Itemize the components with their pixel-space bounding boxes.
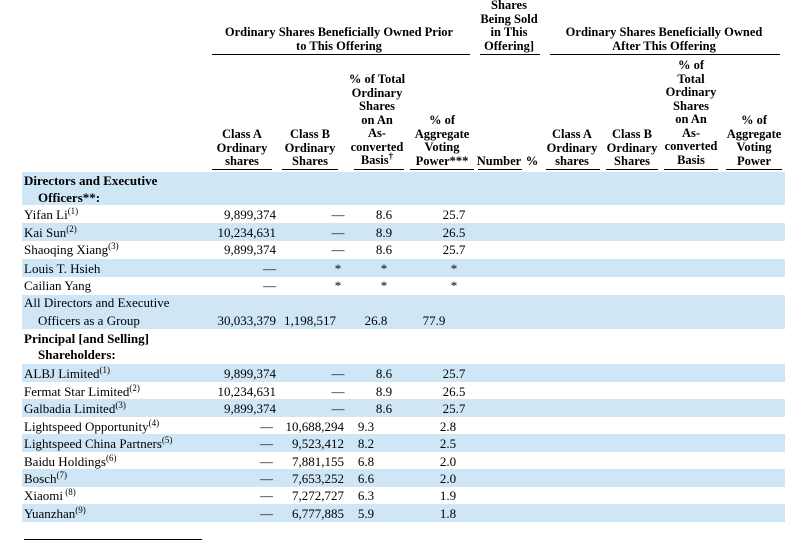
- rule: [664, 169, 718, 170]
- row-label: Bosch: [24, 471, 57, 486]
- col-pct-header: %: [525, 154, 539, 168]
- header-line: on An: [361, 112, 393, 127]
- col-number-header: Number: [476, 154, 522, 168]
- cell-pct-voting: 26.5: [442, 225, 466, 240]
- footnote-separator: [24, 539, 202, 540]
- row-label: Yifan Li: [24, 207, 68, 222]
- header-line: Ordinary: [284, 140, 336, 155]
- cell-pct-voting: 77.9: [422, 313, 446, 328]
- footnote-mark: (3): [108, 241, 119, 251]
- cell-pct-total: 9.3: [357, 419, 375, 434]
- after-pct-total-header: [658, 59, 724, 167]
- cell-class-a: —: [260, 436, 273, 451]
- header-line: Ordinary: [665, 85, 717, 99]
- cell-class-a: —: [263, 278, 276, 293]
- section-title-principal: Principal [and Selling]: [24, 331, 149, 346]
- header-line: Ordinary Shares Beneficially Owned: [565, 25, 763, 39]
- row-label: Lightspeed Opportunity: [24, 419, 149, 434]
- footnote-mark: (1): [67, 206, 79, 216]
- row-name: [24, 261, 100, 277]
- cell-pct-total: 6.8: [357, 454, 375, 469]
- cell-pct-voting: 26.5: [442, 384, 466, 399]
- header-line: Shares: [292, 154, 328, 168]
- section-title-directors-cont: Officers**:: [38, 190, 101, 205]
- cell-class-b: *: [334, 261, 342, 276]
- header-line: As-: [681, 125, 701, 140]
- section-title-principal-cont: Shareholders:: [38, 347, 116, 362]
- cell-pct-total: 5.9: [357, 506, 375, 521]
- row-label: ALBJ Limited: [24, 366, 100, 381]
- cell-class-a: —: [260, 506, 273, 521]
- header-line: Ordinary: [216, 140, 268, 155]
- cell-class-b: 7,653,252: [292, 471, 344, 486]
- rule: [410, 169, 474, 170]
- cell-pct-total: *: [380, 261, 388, 276]
- header-line: shares: [225, 154, 259, 168]
- header-line: Class B: [612, 127, 652, 141]
- cell-class-b: *: [334, 278, 342, 293]
- header-line: % of Total: [348, 72, 406, 86]
- cell-class-b: 7,272,727: [292, 488, 344, 503]
- col-pct-total-header: [340, 73, 414, 168]
- cell-pct-voting: 25.7: [442, 207, 466, 222]
- cell-class-b: —: [331, 207, 345, 222]
- cell-class-a: —: [263, 261, 276, 276]
- header-line: Shares: [614, 154, 650, 168]
- cell-pct-voting: 25.7: [442, 242, 466, 257]
- row-label: Xiaomi: [24, 488, 63, 503]
- cell-pct-voting: *: [450, 261, 458, 276]
- header-line: Voting: [736, 140, 772, 154]
- cell-class-a: —: [260, 454, 273, 469]
- row-name: [24, 384, 140, 400]
- cell-pct-total: 8.6: [375, 366, 393, 381]
- row-name: [24, 454, 116, 470]
- cell-class-a: —: [260, 488, 273, 503]
- after-class-b-header: [602, 128, 662, 169]
- row-label: Shaoqing Xiang: [24, 242, 109, 257]
- footnote-mark: (1): [99, 365, 110, 375]
- cell-pct-total: 8.2: [357, 436, 375, 451]
- cell-pct-total: 8.9: [375, 225, 393, 240]
- header-group-prior-line: Ordinary Shares Beneficially Owned Prior: [224, 25, 454, 39]
- header-group-prior-line: to This Offering: [296, 38, 382, 53]
- cell-class-b: —: [331, 242, 345, 257]
- cell-pct-total: *: [380, 278, 388, 293]
- group-label-cont: Officers as a Group: [38, 313, 140, 328]
- header-line: on An: [675, 112, 707, 126]
- row-name: [24, 366, 110, 382]
- row-label: Fermat Star Limited: [24, 384, 130, 399]
- header-line: Class A: [222, 127, 262, 141]
- cell-pct-voting: *: [450, 278, 458, 293]
- row-name: [24, 471, 67, 487]
- row-name: [24, 488, 76, 504]
- rule: [354, 169, 404, 170]
- footnote-mark: (4): [148, 418, 160, 428]
- header-line: Power: [736, 153, 771, 168]
- header-line: shares: [555, 154, 589, 168]
- after-class-a-header: [542, 128, 602, 169]
- cell-pct-total: 8.6: [375, 401, 393, 416]
- row-label: Galbadia Limited: [24, 401, 116, 416]
- footnote-mark: (9): [75, 505, 86, 515]
- header-line: Offering]: [484, 38, 534, 53]
- col-class-a-header: [212, 128, 272, 169]
- row-name: [24, 278, 91, 294]
- row-label: Lightspeed China Partners: [24, 436, 162, 451]
- rule: [478, 169, 522, 170]
- header-line: Shares: [673, 98, 709, 113]
- row-name: [24, 506, 86, 522]
- rule: [546, 169, 600, 170]
- footnote-mark: (5): [161, 435, 173, 445]
- header-line: Class B: [290, 127, 330, 141]
- footnote-mark: (2): [129, 383, 140, 393]
- col-pct-voting-header: [406, 114, 478, 168]
- header-line: As-: [367, 126, 387, 140]
- cell-pct-total: 8.6: [375, 242, 393, 257]
- cell-class-b: 10,688,294: [285, 419, 344, 434]
- row-label: Cailian Yang: [24, 278, 92, 293]
- cell-pct-voting: 2.8: [439, 419, 457, 434]
- cell-class-b: —: [331, 384, 345, 399]
- header-group-prior-rule: [212, 54, 470, 55]
- header-line: Ordinary: [351, 85, 403, 100]
- header-line: Power***: [415, 153, 469, 168]
- cell-pct-voting: 2.0: [439, 454, 457, 469]
- cell-pct-total: 8.6: [375, 207, 393, 222]
- cell-class-b: —: [331, 401, 345, 416]
- cell-class-a: 10,234,631: [217, 384, 276, 399]
- cell-class-a: 9,899,374: [224, 207, 276, 222]
- cell-pct-total: 26.8: [364, 313, 388, 328]
- header-line: % of: [677, 58, 705, 72]
- cell-pct-voting: 1.8: [439, 506, 457, 521]
- cell-pct-total: 8.9: [375, 384, 393, 399]
- rule: [726, 169, 782, 170]
- row-label: Louis T. Hsieh: [24, 261, 101, 276]
- cell-class-b: —: [331, 225, 345, 240]
- cell-pct-voting: 2.0: [439, 471, 457, 486]
- cell-pct-voting: 2.5: [439, 436, 457, 451]
- header-line: Total: [677, 71, 705, 86]
- footnote-mark: †: [388, 151, 394, 161]
- row-label: Kai Sun: [24, 225, 67, 240]
- header-line: Being Sold: [480, 11, 538, 26]
- header-line: Class A: [552, 127, 592, 141]
- footnote-mark: (7): [56, 470, 67, 480]
- header-line: Voting: [424, 140, 460, 154]
- cell-class-a: —: [260, 471, 273, 486]
- cell-class-b: 7,881,155: [292, 454, 344, 469]
- header-line: Aggregate: [726, 126, 782, 141]
- header-group-sold-rule: [480, 54, 540, 55]
- header-line: Ordinary: [546, 140, 598, 155]
- header-line: converted: [350, 139, 404, 154]
- row-name: [24, 419, 159, 435]
- rule: [282, 169, 338, 170]
- footnote-mark: (2): [66, 224, 77, 234]
- header-group-after: [546, 26, 782, 53]
- cell-pct-total: 6.6: [357, 471, 375, 486]
- row-name: [24, 436, 172, 452]
- header-line: Shares: [491, 0, 527, 12]
- band-row: [22, 504, 785, 522]
- header-line: Ordinary: [606, 140, 658, 155]
- group-label: All Directors and Executive: [24, 295, 170, 310]
- cell-class-a: —: [260, 419, 273, 434]
- cell-class-a: 9,899,374: [224, 242, 276, 257]
- rule: [212, 169, 272, 170]
- header-line: % of: [740, 113, 768, 127]
- after-pct-voting-header: [722, 114, 786, 168]
- row-label: Yuanzhan: [24, 506, 76, 521]
- cell-class-b: —: [331, 366, 345, 381]
- header-line: [340, 151, 414, 168]
- header-group-after-rule: [550, 54, 780, 55]
- cell-pct-voting: 1.9: [439, 488, 457, 503]
- cell-pct-voting: 25.7: [442, 401, 466, 416]
- row-name: [24, 401, 126, 417]
- header-line: Aggregate: [414, 126, 470, 141]
- footnote-mark: (6): [105, 453, 117, 463]
- cell-class-a: 9,899,374: [224, 401, 276, 416]
- footnote-mark: (3): [115, 400, 126, 410]
- header-group-prior: [204, 26, 474, 53]
- header-line: converted: [664, 139, 718, 153]
- header-group-sold: [474, 0, 544, 53]
- rule: [606, 169, 658, 170]
- cell-class-a: 10,234,631: [217, 225, 276, 240]
- header-word: Basis: [360, 153, 389, 167]
- header-line: in This: [490, 25, 528, 39]
- cell-pct-voting: 25.7: [442, 366, 466, 381]
- section-title-directors: Directors and Executive: [24, 173, 158, 188]
- header-line: After This Offering: [612, 38, 716, 53]
- cell-class-a: 30,033,379: [217, 313, 276, 328]
- header-line: Shares: [359, 99, 395, 113]
- cell-pct-total: 6.3: [357, 488, 375, 503]
- cell-class-b: 9,523,412: [292, 436, 344, 451]
- header-line: Basis: [677, 152, 705, 167]
- row-name: [24, 207, 78, 223]
- footnote-mark: (8): [63, 487, 76, 497]
- cell-class-b: 1,198,517: [284, 313, 336, 328]
- cell-class-a: 9,899,374: [224, 366, 276, 381]
- row-name: [24, 242, 119, 258]
- cell-class-b: 6,777,885: [292, 506, 344, 521]
- band-row: [22, 469, 785, 487]
- header-line: % of: [428, 113, 456, 127]
- row-name: [24, 225, 77, 241]
- col-class-b-header: [280, 128, 340, 169]
- row-label: Baidu Holdings: [24, 454, 106, 469]
